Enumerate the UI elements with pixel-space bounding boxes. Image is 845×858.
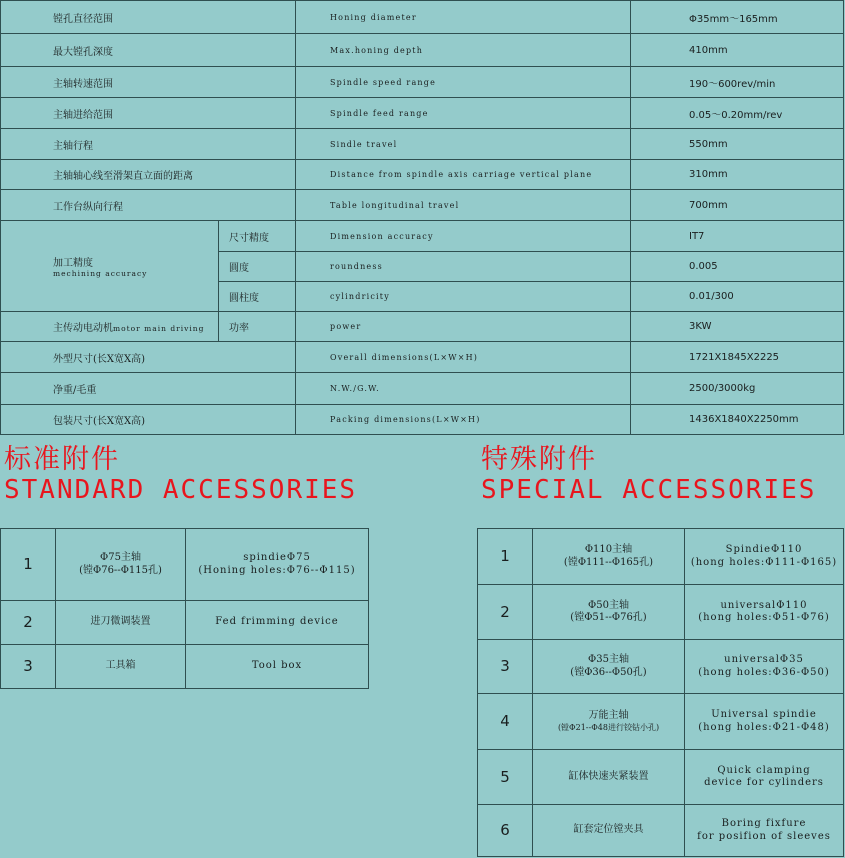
standard-accessories-table <box>0 528 369 689</box>
spec-label-cn: 镗孔直径范围 <box>1 1 296 34</box>
item-en-line: Quick clamping <box>717 764 811 776</box>
spec-value: 410mm <box>631 34 844 67</box>
spec-row <box>1 160 844 190</box>
item-cn: 缸体快速夹紧装置 <box>533 750 685 805</box>
accuracy-row <box>1 221 844 252</box>
item-en-line: (hong holes:Φ51-Φ76) <box>698 612 830 623</box>
item-en-line: for posifion of sleeves <box>697 830 831 842</box>
accuracy-sub-cn: 圓柱度 <box>219 282 296 312</box>
item-cn <box>533 694 685 750</box>
spec-label-cn: 最大镗孔深度 <box>1 34 296 67</box>
motor-sub-en: power <box>296 312 631 342</box>
spec-row <box>1 34 844 67</box>
item-cn <box>56 529 186 601</box>
spec-label-cn: 净重/毛重 <box>1 373 296 405</box>
item-cn-line: Φ50主轴 <box>588 599 629 611</box>
item-cn <box>533 640 685 694</box>
item-cn-line: (镗Φ36--Φ50孔) <box>570 666 647 678</box>
item-en: Fed frimming device <box>186 601 369 645</box>
spec-label-en: Table longitudinal travel <box>296 190 631 221</box>
item-en-line: (hong holes:Φ111-Φ165) <box>690 556 838 568</box>
spec-label-en: Packing dimensions(L×W×H) <box>296 405 631 435</box>
item-en <box>685 529 844 585</box>
item-en <box>186 529 369 601</box>
spec-row <box>1 129 844 160</box>
table-row <box>478 694 844 750</box>
item-en-line: universalΦ110 <box>720 599 808 611</box>
item-cn <box>533 529 685 585</box>
item-number: 6 <box>478 805 533 857</box>
motor-label <box>1 312 219 342</box>
motor-row <box>1 312 844 342</box>
item-number: 5 <box>478 750 533 805</box>
item-cn-line: (镗Φ21--Φ48进行铰钻小孔) <box>557 722 660 732</box>
table-row <box>478 805 844 857</box>
spec-label-cn: 工作台纵向行程 <box>1 190 296 221</box>
spec-value: 1721X1845X2225 <box>631 342 844 373</box>
spec-row <box>1 67 844 98</box>
item-cn-line: Φ110主轴 <box>584 544 633 555</box>
spec-value: 2500/3000kg <box>631 373 844 405</box>
item-cn-line: (镗Φ111--Φ165孔) <box>563 556 654 568</box>
special-accessories-heading <box>481 446 816 503</box>
item-en-line: spindieΦ75 <box>243 552 311 563</box>
accuracy-label-cn: 加工精度 <box>53 258 93 269</box>
accuracy-sub-cn: 尺寸精度 <box>219 221 296 252</box>
spec-value: 1436X1840X2250mm <box>631 405 844 435</box>
accuracy-value: IT7 <box>631 221 844 252</box>
item-cn-line: Φ75主轴 <box>100 552 141 563</box>
special-title-en: SPECIAL ACCESSORIES <box>481 475 817 505</box>
accuracy-label-en: mechining accuracy <box>53 269 148 278</box>
special-accessories-table <box>477 528 844 857</box>
item-cn: 进刀微调装置 <box>56 601 186 645</box>
item-number: 2 <box>478 585 533 640</box>
item-en-line: (Honing holes:Φ76--Φ115) <box>198 564 356 576</box>
spec-label-cn: 主轴行程 <box>1 129 296 160</box>
table-row <box>478 529 844 585</box>
item-en <box>685 750 844 805</box>
spec-label-en: Spindle feed range <box>296 98 631 129</box>
standard-title-cn: 标准附件 <box>4 444 120 475</box>
item-en <box>685 640 844 694</box>
table-row <box>1 645 369 689</box>
item-cn <box>533 585 685 640</box>
table-row <box>1 601 369 645</box>
item-cn-line: Φ35主轴 <box>588 654 629 665</box>
spec-label-en: Honing diameter <box>296 1 631 34</box>
item-number: 3 <box>1 645 56 689</box>
item-number: 4 <box>478 694 533 750</box>
spec-label-en: N.W./G.W. <box>296 373 631 405</box>
standard-accessories-heading <box>4 446 357 503</box>
item-number: 1 <box>478 529 533 585</box>
table-row <box>478 750 844 805</box>
item-cn-line: (镗Φ51--Φ76孔) <box>570 612 647 623</box>
item-en-line: Boring fixfure <box>721 818 807 829</box>
spec-label-en: Overall dimensions(L×W×H) <box>296 342 631 373</box>
accuracy-sub-cn: 圓度 <box>219 252 296 282</box>
spec-label-cn: 主轴轴心线至滑架直立面的距离 <box>1 160 296 190</box>
item-number: 2 <box>1 601 56 645</box>
item-en <box>685 805 844 857</box>
accuracy-value: 0.005 <box>631 252 844 282</box>
spec-row <box>1 190 844 221</box>
spec-label-cn: 外型尺寸(长X宽X高) <box>1 342 296 373</box>
spec-label-en: Max.honing depth <box>296 34 631 67</box>
spec-label-en: Distance from spindle axis carriage vertical plane <box>296 160 631 190</box>
item-en-line: universalΦ35 <box>724 654 804 665</box>
item-en-line: SpindieΦ110 <box>725 544 803 555</box>
motor-value: 3KW <box>631 312 844 342</box>
item-number: 1 <box>1 529 56 601</box>
spec-value: 550mm <box>631 129 844 160</box>
spec-label-en: Spindle speed range <box>296 67 631 98</box>
accuracy-sub-en: roundness <box>296 252 631 282</box>
spec-row <box>1 405 844 435</box>
motor-sub-cn: 功率 <box>219 312 296 342</box>
item-number: 3 <box>478 640 533 694</box>
motor-label-cn: 主传动电动机 <box>53 323 113 334</box>
item-cn-line: 万能主轴 <box>588 710 629 722</box>
item-en: Tool box <box>186 645 369 689</box>
item-cn: 工具箱 <box>56 645 186 689</box>
item-en-line: (hong holes:Φ21-Φ48) <box>698 721 830 733</box>
item-en <box>685 694 844 750</box>
table-row <box>478 640 844 694</box>
motor-label-en: motor main driving <box>113 324 205 333</box>
spec-label-cn: 主轴进给范围 <box>1 98 296 129</box>
item-en <box>685 585 844 640</box>
standard-title-en: STANDARD ACCESSORIES <box>4 475 358 505</box>
table-row <box>478 585 844 640</box>
spec-value: 700mm <box>631 190 844 221</box>
accuracy-label <box>1 221 219 312</box>
accuracy-value: 0.01/300 <box>631 282 844 312</box>
spec-value: Φ35mm～165mm <box>631 1 844 34</box>
spec-row <box>1 373 844 405</box>
accuracy-sub-en: cylindricity <box>296 282 631 312</box>
spec-value: 190～600rev/min <box>631 67 844 98</box>
accuracy-sub-en: Dimension accuracy <box>296 221 631 252</box>
spec-label-en: Sindle travel <box>296 129 631 160</box>
item-en-line: Universal spindie <box>711 709 817 720</box>
spec-label-cn: 包装尺寸(长X宽X高) <box>1 405 296 435</box>
spec-value: 0.05～0.20mm/rev <box>631 98 844 129</box>
spec-label-cn: 主轴转速范围 <box>1 67 296 98</box>
item-cn-line: (镗Φ76--Φ115孔) <box>79 564 162 576</box>
special-title-cn: 特殊附件 <box>481 444 597 475</box>
spec-row <box>1 98 844 129</box>
spec-row <box>1 342 844 373</box>
table-row <box>1 529 369 601</box>
item-en-line: (hong holes:Φ36-Φ50) <box>698 666 830 678</box>
item-cn: 缸套定位镗夹具 <box>533 805 685 857</box>
spec-value: 310mm <box>631 160 844 190</box>
spec-row <box>1 1 844 34</box>
item-en-line: device for cylinders <box>704 777 824 788</box>
